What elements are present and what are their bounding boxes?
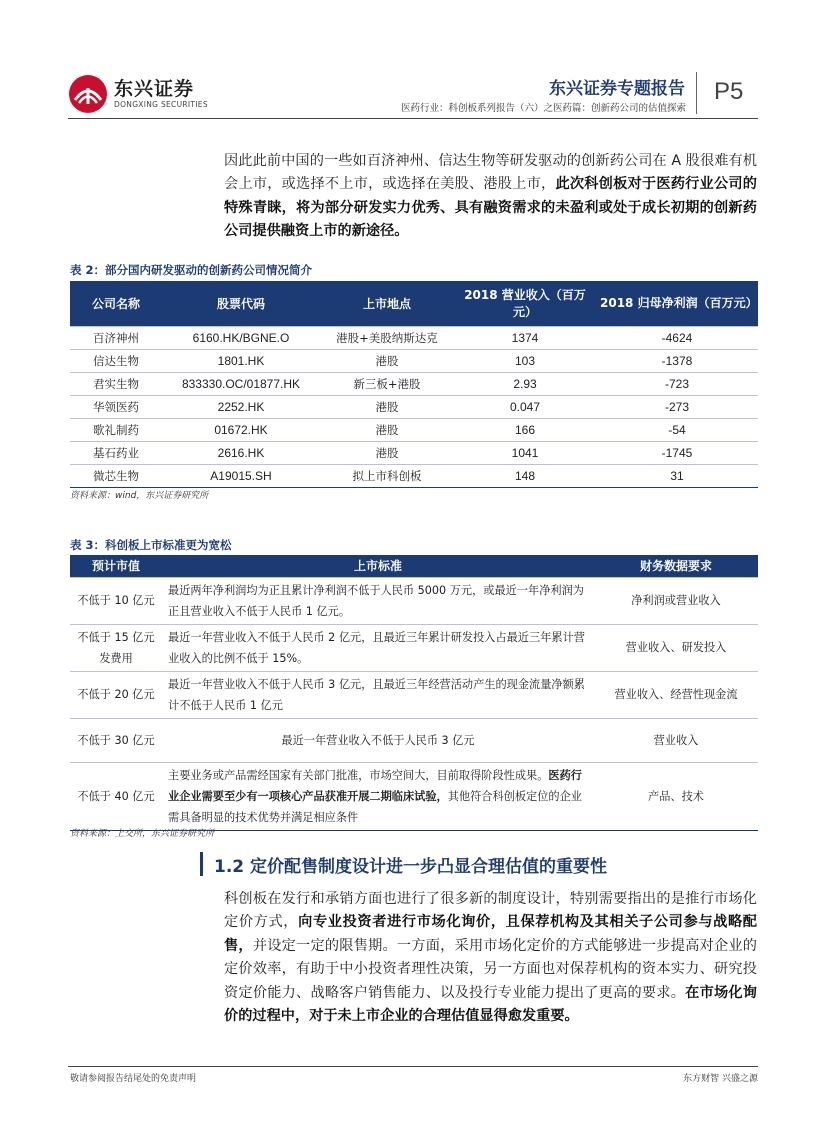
table-cell: 歌礼制药	[70, 418, 162, 441]
table-cell: 信达生物	[70, 349, 162, 372]
table-cell: 01672.HK	[162, 418, 320, 441]
table-cell: -54	[596, 418, 758, 441]
table-cell: 营业收入、研发投入	[594, 624, 758, 671]
table-cell: 港股	[320, 418, 454, 441]
table-cell: 833330.OC/01877.HK	[162, 372, 320, 395]
table-cell: 最近一年营业收入不低于人民币 3 亿元，且最近三年经营活动产生的现金流量净额累计不低于人民币 1 亿元	[162, 671, 594, 718]
table-cell: -273	[596, 395, 758, 418]
table2-header-cell: 股票代码	[162, 281, 320, 326]
table-cell: 港股+美股纳斯达克	[320, 326, 454, 349]
table3-header-cell: 预计市值	[70, 555, 162, 577]
section-text-bold: 向专业投资者进行市场化询价，且保荐机构及其相关子公司参与战略配售，	[224, 914, 757, 954]
table-row	[70, 418, 758, 441]
table-cell: 华领医药	[70, 395, 162, 418]
table-cell	[162, 762, 594, 830]
table-cell: -723	[596, 372, 758, 395]
table-row	[70, 395, 758, 418]
report-subtitle: 医药行业：科创板系列报告（六）之医药篇：创新药公司的估值探索	[400, 103, 686, 114]
table2-title: 表 2：部分国内研发驱动的创新药公司情况简介	[70, 263, 313, 277]
report-title: 东兴证券专题报告	[549, 79, 685, 99]
table-cell: 不低于 40 亿元	[70, 762, 162, 830]
table-row	[70, 718, 758, 762]
table2-header-cell: 2018 营业收入（百万元）	[454, 281, 596, 326]
table-cell: 最近两年净利润均为正且累计净利润不低于人民币 5000 万元，或最近一年净利润为正且营业收入不低于人民币 1 亿元。	[162, 577, 594, 624]
table-row	[70, 624, 758, 671]
table-cell: 166	[454, 418, 596, 441]
table-cell: 产品、技术	[594, 762, 758, 830]
footer-disclaimer: 敬请参阅报告结尾处的免责声明	[70, 1074, 197, 1084]
table-cell: A19015.SH	[162, 464, 320, 487]
table-row	[70, 762, 758, 830]
table-cell: 1374	[454, 326, 596, 349]
footer-slogan: 东方财智 兴盛之源	[683, 1074, 758, 1084]
table-cell: 不低于 15 亿元发费用	[70, 624, 162, 671]
section-text: 科创板在发行和承销方面也进行了很多新的制度设计，特别需要指出的是推行市场化定价方式，	[224, 891, 757, 931]
table-cell: 2252.HK	[162, 395, 320, 418]
table2-header-row	[70, 281, 758, 326]
table-cell: 港股	[320, 441, 454, 464]
table-cell: 拟上市科创板	[320, 464, 454, 487]
table-cell: 君实生物	[70, 372, 162, 395]
table-row	[70, 441, 758, 464]
company-logo-icon	[68, 74, 108, 114]
table-cell: -1378	[596, 349, 758, 372]
standard-text-bold: 医药行业企业需要至少有一项核心产品获准开展二期临床试验，	[168, 768, 582, 803]
standard-text: 主要业务或产品需经国家有关部门批准，市场空间大，目前取得阶段性成果。	[168, 768, 549, 782]
table-cell: 最近一年营业收入不低于人民币 3 亿元	[162, 718, 594, 762]
table-cell: 基石药业	[70, 441, 162, 464]
table-cell: 营业收入、经营性现金流	[594, 671, 758, 718]
section-text: 并设定一定的限售期。一方面，采用市场化定价的方式能够进一步提高对企业的定价效率，有助于中小投资者理性决策，另一方面也对保荐机构的资本实力、研究投资定价能力、战略客户销售能力、以及投行专业能力提出了更高的要求。	[224, 937, 757, 1001]
table-cell: 不低于 10 亿元	[70, 577, 162, 624]
table3	[70, 555, 758, 831]
header-rule	[68, 118, 758, 119]
table3-title: 表 3：科创板上市标准更为宽松	[70, 538, 232, 552]
table-cell: 微芯生物	[70, 464, 162, 487]
table2-source: 资料来源：wind，东兴证券研究所	[70, 491, 209, 501]
page-number: P5	[714, 78, 744, 105]
table-row	[70, 326, 758, 349]
table-row	[70, 577, 758, 624]
section-text-bold: 在市场化询价的过程中，对于未上市企业的合理估值显得愈发重要。	[224, 984, 757, 1025]
table-cell: 不低于 20 亿元	[70, 671, 162, 718]
table2-header-cell: 上市地点	[320, 281, 454, 326]
intro-text-bold: 此次科创板对于医药行业公司的特殊青睐，将为部分研发实力优秀、具有融资需求的未盈利或处于成长初期的创新药公司提供融资上市的新途径。	[224, 176, 757, 240]
table-cell: 103	[454, 349, 596, 372]
standard-text: 其他符合科创板定位的企业需具备明显的技术优势并满足相应条件	[168, 789, 582, 824]
table-cell: 净利润或营业收入	[594, 577, 758, 624]
table-cell: 港股	[320, 349, 454, 372]
table-cell: 新三板+港股	[320, 372, 454, 395]
table-cell: 1801.HK	[162, 349, 320, 372]
intro-paragraph	[224, 150, 757, 244]
table-cell: 31	[596, 464, 758, 487]
logo-text-cn: 东兴证券	[114, 78, 195, 100]
header-divider	[696, 72, 697, 114]
table2	[70, 281, 758, 488]
table-cell: -1745	[596, 441, 758, 464]
table-cell: 148	[454, 464, 596, 487]
table-cell: 0.047	[454, 395, 596, 418]
section-paragraph	[224, 888, 757, 1028]
table-cell: 6160.HK/BGNE.O	[162, 326, 320, 349]
table-cell: 1041	[454, 441, 596, 464]
table-cell: 不低于 30 亿元	[70, 718, 162, 762]
section-marker	[200, 852, 203, 876]
table-row	[70, 372, 758, 395]
table-cell: 最近一年营业收入不低于人民币 2 亿元，且最近三年累计研发投入占最近三年累计营业收入的比例不低于 15%。	[162, 624, 594, 671]
table3-source: 资料来源：上交所，东兴证券研究所	[70, 829, 215, 839]
table2-header-cell: 公司名称	[70, 281, 162, 326]
table-cell: -4624	[596, 326, 758, 349]
table3-header-cell: 上市标准	[162, 555, 594, 577]
table-cell: 港股	[320, 395, 454, 418]
table-row	[70, 671, 758, 718]
table-cell: 2616.HK	[162, 441, 320, 464]
table3-header-cell: 财务数据要求	[594, 555, 758, 577]
section-title: 1.2 定价配售制度设计进一步凸显合理估值的重要性	[214, 857, 608, 877]
logo-text-en: DONGXING SECURITIES	[114, 100, 208, 109]
table-row	[70, 349, 758, 372]
table-row	[70, 464, 758, 487]
table-cell: 营业收入	[594, 718, 758, 762]
table-cell: 百济神州	[70, 326, 162, 349]
table3-header-row	[70, 555, 758, 577]
table2-header-cell: 2018 归母净利润（百万元）	[596, 281, 758, 326]
intro-text: 因此此前中国的一些如百济神州、信达生物等研发驱动的创新药公司在 A 股很难有机会上市，或选择不上市，或选择在美股、港股上市，	[224, 153, 757, 193]
table-cell: 2.93	[454, 372, 596, 395]
footer-rule	[68, 1066, 758, 1067]
